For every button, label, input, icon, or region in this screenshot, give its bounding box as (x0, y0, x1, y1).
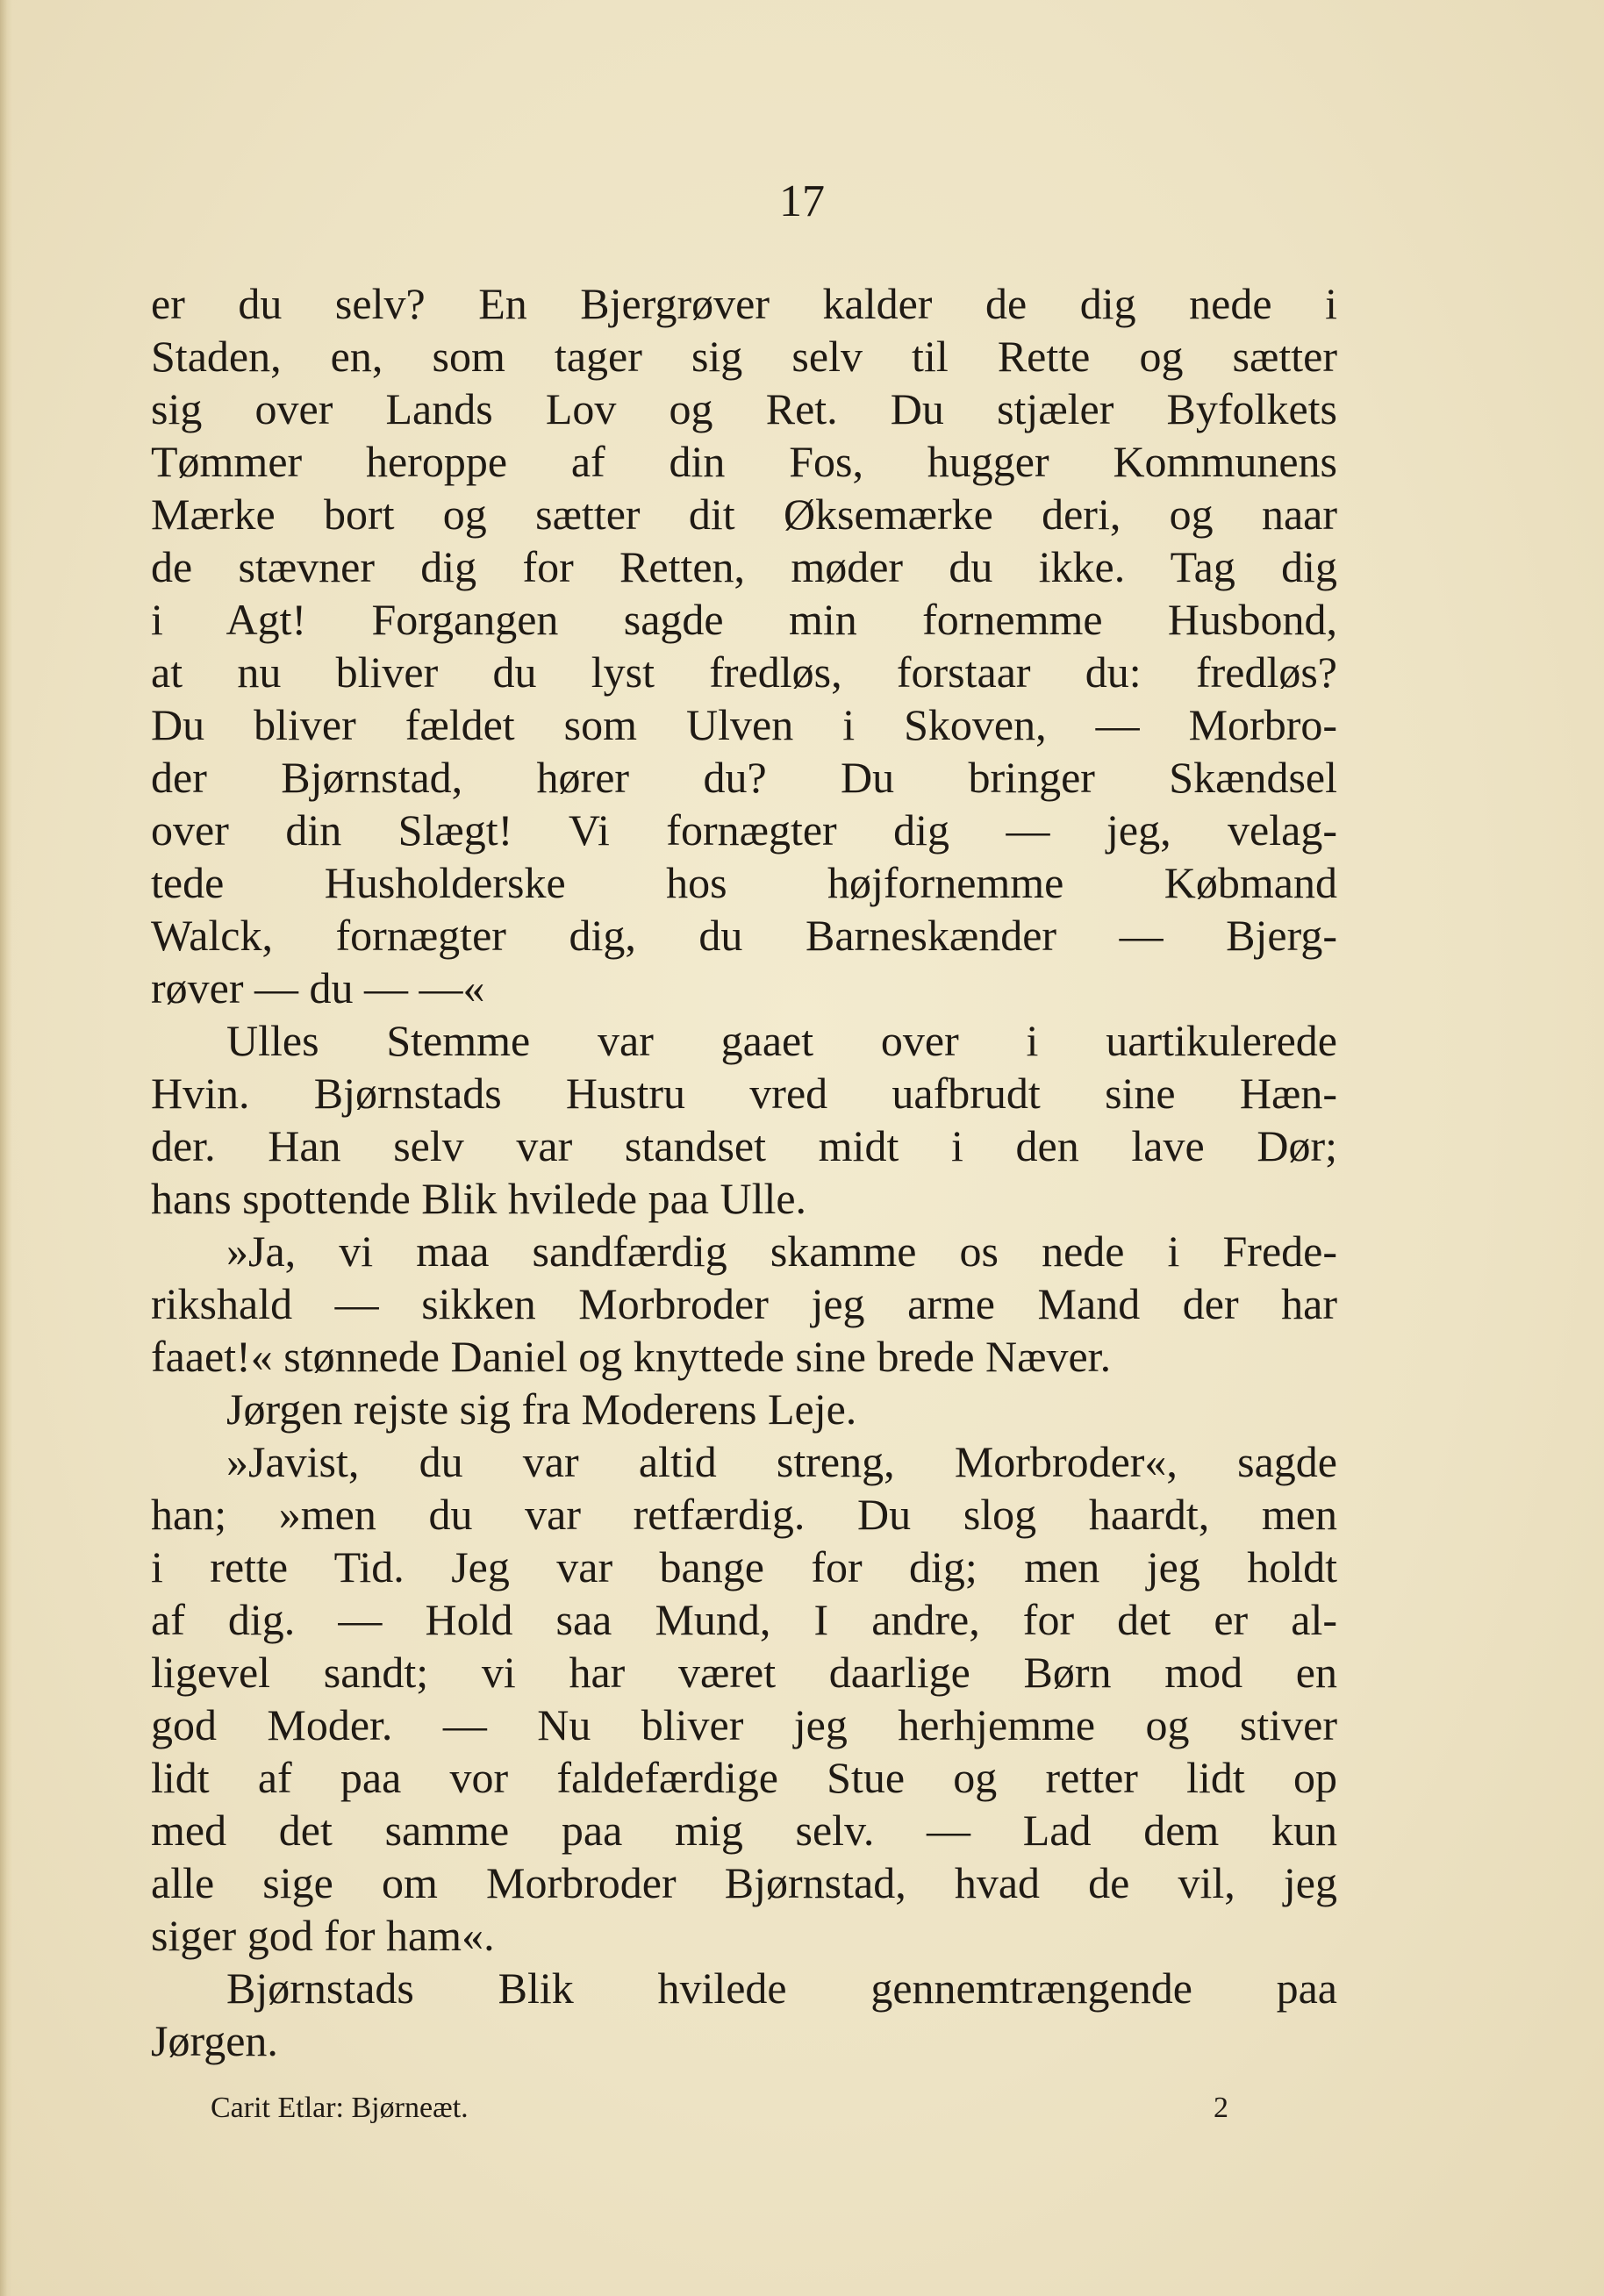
page-number: 17 (779, 176, 825, 226)
text-line: Mærke bort og sætter dit Øksemærke deri, og naar (151, 490, 1337, 539)
text-line: røver — du — —« (151, 963, 485, 1012)
text-line: »Ja, vi maa sandfærdig skamme os nede i Frede- (226, 1227, 1337, 1276)
text-line: sig over Lands Lov og Ret. Du stjæler Byfolkets (151, 384, 1337, 433)
body-text (151, 277, 1337, 2067)
text-line: »Javist, du var altid streng, Morbroder«, sagde (226, 1437, 1337, 1486)
text-line: Staden, en, som tager sig selv til Rette og sætter (151, 332, 1337, 381)
page-footer (211, 2086, 1228, 2130)
text-line: i rette Tid. Jeg var bange for dig; men jeg holdt (151, 1542, 1337, 1591)
text-line: der Bjørnstad, hører du? Du bringer Skændsel (151, 753, 1337, 802)
text-line: god Moder. — Nu bliver jeg herhjemme og stiver (151, 1700, 1337, 1749)
binding-edge (0, 0, 12, 2296)
text-line: hans spottende Blik hvilede paa Ulle. (151, 1174, 807, 1223)
text-line: er du selv? En Bjergrøver kalder de dig nede i (151, 279, 1337, 328)
text-line: Tømmer heroppe af din Fos, hugger Kommunens (151, 437, 1337, 486)
text-line: Du bliver fældet som Ulven i Skoven, — Morbro- (151, 700, 1337, 749)
text-line: med det samme paa mig selv. — Lad dem kun (151, 1806, 1337, 1855)
footer-signature: Carit Etlar: Bjørneæt. (211, 2092, 469, 2124)
text-line: rikshald — sikken Morbroder jeg arme Mand der har (151, 1279, 1337, 1328)
text-line: Walck, fornægter dig, du Barneskænder — Bjerg- (151, 911, 1337, 960)
text-line: at nu bliver du lyst fredløs, forstaar du: fredløs? (151, 647, 1337, 697)
text-line: han; »men du var retfærdig. Du slog haardt, men (151, 1490, 1337, 1539)
text-line: siger god for ham«. (151, 1911, 495, 1960)
text-line: lidt af paa vor faldefærdige Stue og retter lidt op (151, 1753, 1337, 1802)
text-line: Hvin. Bjørnstads Hustru vred uafbrudt sine Hæn- (151, 1069, 1337, 1118)
text-line: Bjørnstads Blik hvilede gennemtrængende paa (226, 1963, 1337, 2013)
text-line: Ulles Stemme var gaaet over i uartikulerede (226, 1016, 1337, 1065)
text-line: i Agt! Forgangen sagde min fornemme Husbond, (151, 595, 1337, 644)
text-line: Jørgen. (151, 2016, 278, 2065)
text-line: de stævner dig for Retten, møder du ikke. Tag dig (151, 542, 1337, 591)
text-line: tede Husholderske hos højfornemme Købmand (151, 858, 1337, 907)
text-line: faaet!« stønnede Daniel og knyttede sine brede Næver. (151, 1332, 1112, 1381)
sheet-number: 2 (1214, 2092, 1228, 2124)
text-line: Jørgen rejste sig fra Moderens Leje. (226, 1384, 857, 1434)
text-line: af dig. — Hold saa Mund, I andre, for det er al- (151, 1595, 1337, 1644)
text-line: over din Slægt! Vi fornægter dig — jeg, velag- (151, 805, 1337, 855)
text-line: ligevel sandt; vi har været daarlige Børn mod en (151, 1648, 1337, 1697)
text-line: der. Han selv var standset midt i den lave Dør; (151, 1121, 1337, 1170)
text-line: alle sige om Morbroder Bjørnstad, hvad de vil, jeg (151, 1858, 1337, 1907)
